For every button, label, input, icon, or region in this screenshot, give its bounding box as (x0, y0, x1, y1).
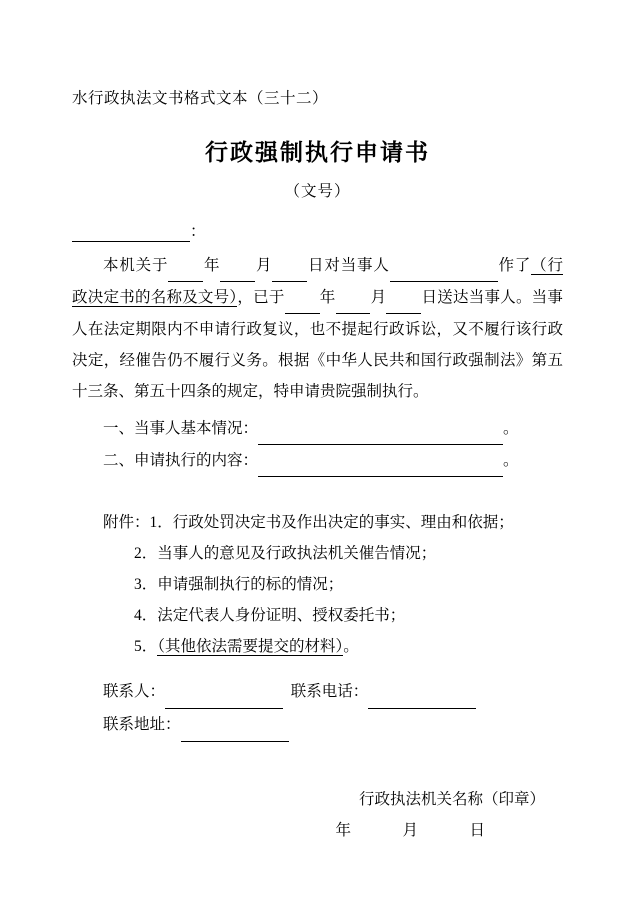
attachment-3: 3．申请强制执行的标的情况； (134, 576, 344, 593)
item-1-label: 一、当事人基本情况： (103, 420, 259, 437)
day-blank-2 (386, 282, 421, 314)
attachment-item (72, 507, 563, 538)
contact-phone-label: 联系电话： (290, 683, 369, 700)
item-1-tail: 。 (503, 420, 519, 437)
p3: 人。当事人在法定期限内不申请行政复议，也不提起行政诉讼，又不履行该行政决定，经催告仍不履行义务。根据《中华人民共和国行政强制法》第五十三条、第五十四条的规定，特申请贵院强制执行。 (72, 289, 563, 400)
contact-person-line (72, 676, 563, 709)
addressee-line (72, 219, 563, 242)
p1-b: 作了 (497, 257, 532, 274)
attachment-item (72, 600, 563, 631)
attachment-5-blank: （其他依法需要提交的材料） (157, 638, 344, 655)
item-2-label: 二、申请执行的内容： (103, 452, 259, 469)
attachments-block (72, 507, 563, 662)
attachments-label: 附件： (103, 514, 150, 531)
header-note: 水行政执法文书格式文本（三十二） (72, 90, 329, 107)
contact-person-blank (165, 676, 283, 709)
year-blank-1 (168, 250, 203, 282)
item-2-blank (258, 445, 503, 477)
item-1-blank (258, 413, 503, 445)
contact-person-label: 联系人： (103, 683, 166, 700)
p2-b: ，已于 (237, 289, 285, 306)
contact-block (72, 676, 563, 742)
item-line-1 (72, 413, 563, 445)
attachment-2: 2．当事人的意见及行政执法机关催告情况； (134, 545, 437, 562)
party-blank (390, 250, 498, 282)
day-blank-1 (272, 250, 307, 282)
item-2-tail: 。 (503, 452, 519, 469)
signature-block (72, 784, 563, 846)
attachment-item (72, 538, 563, 569)
contact-address-line (72, 709, 563, 742)
p1-a: 本机关于 (103, 257, 169, 274)
p2-month: 月 (370, 289, 387, 306)
p1-day: 日对当事人 (307, 257, 390, 274)
body-text (72, 250, 563, 407)
year-blank-2 (285, 282, 320, 314)
month-blank-1 (220, 250, 255, 282)
issuing-authority-line: 行政执法机关名称（印章） (358, 790, 545, 808)
attachment-5-number: 5． (134, 638, 158, 655)
attachment-1: 1．行政处罚决定书及作出决定的事实、理由和依据； (149, 514, 514, 531)
p1-month: 月 (255, 257, 273, 274)
p2-year: 年 (319, 289, 336, 306)
attachment-item (72, 631, 563, 662)
contact-address-blank (181, 709, 289, 742)
attachment-5-tail: 。 (343, 638, 359, 655)
addressee-colon: ： (190, 223, 206, 240)
document-number-subtitle: （文号） (284, 183, 351, 200)
decision-name-blank: （行政决定书的名称及文号） (72, 257, 563, 306)
body-paragraph (72, 250, 563, 407)
page-title: 行政强制执行申请书 (205, 140, 430, 165)
p1-year: 年 (203, 257, 221, 274)
attachment-item (72, 569, 563, 600)
attachment-4: 4．法定代表人身份证明、授权委托书； (134, 607, 406, 624)
contact-address-label: 联系地址： (103, 715, 181, 733)
contact-phone-blank (368, 676, 476, 709)
signature-date-line: 年 月 日 (335, 821, 503, 839)
item-line-2 (72, 445, 563, 477)
p2-day: 日送达当事 (421, 289, 501, 306)
addressee-blank (72, 223, 190, 242)
month-blank-2 (336, 282, 371, 314)
